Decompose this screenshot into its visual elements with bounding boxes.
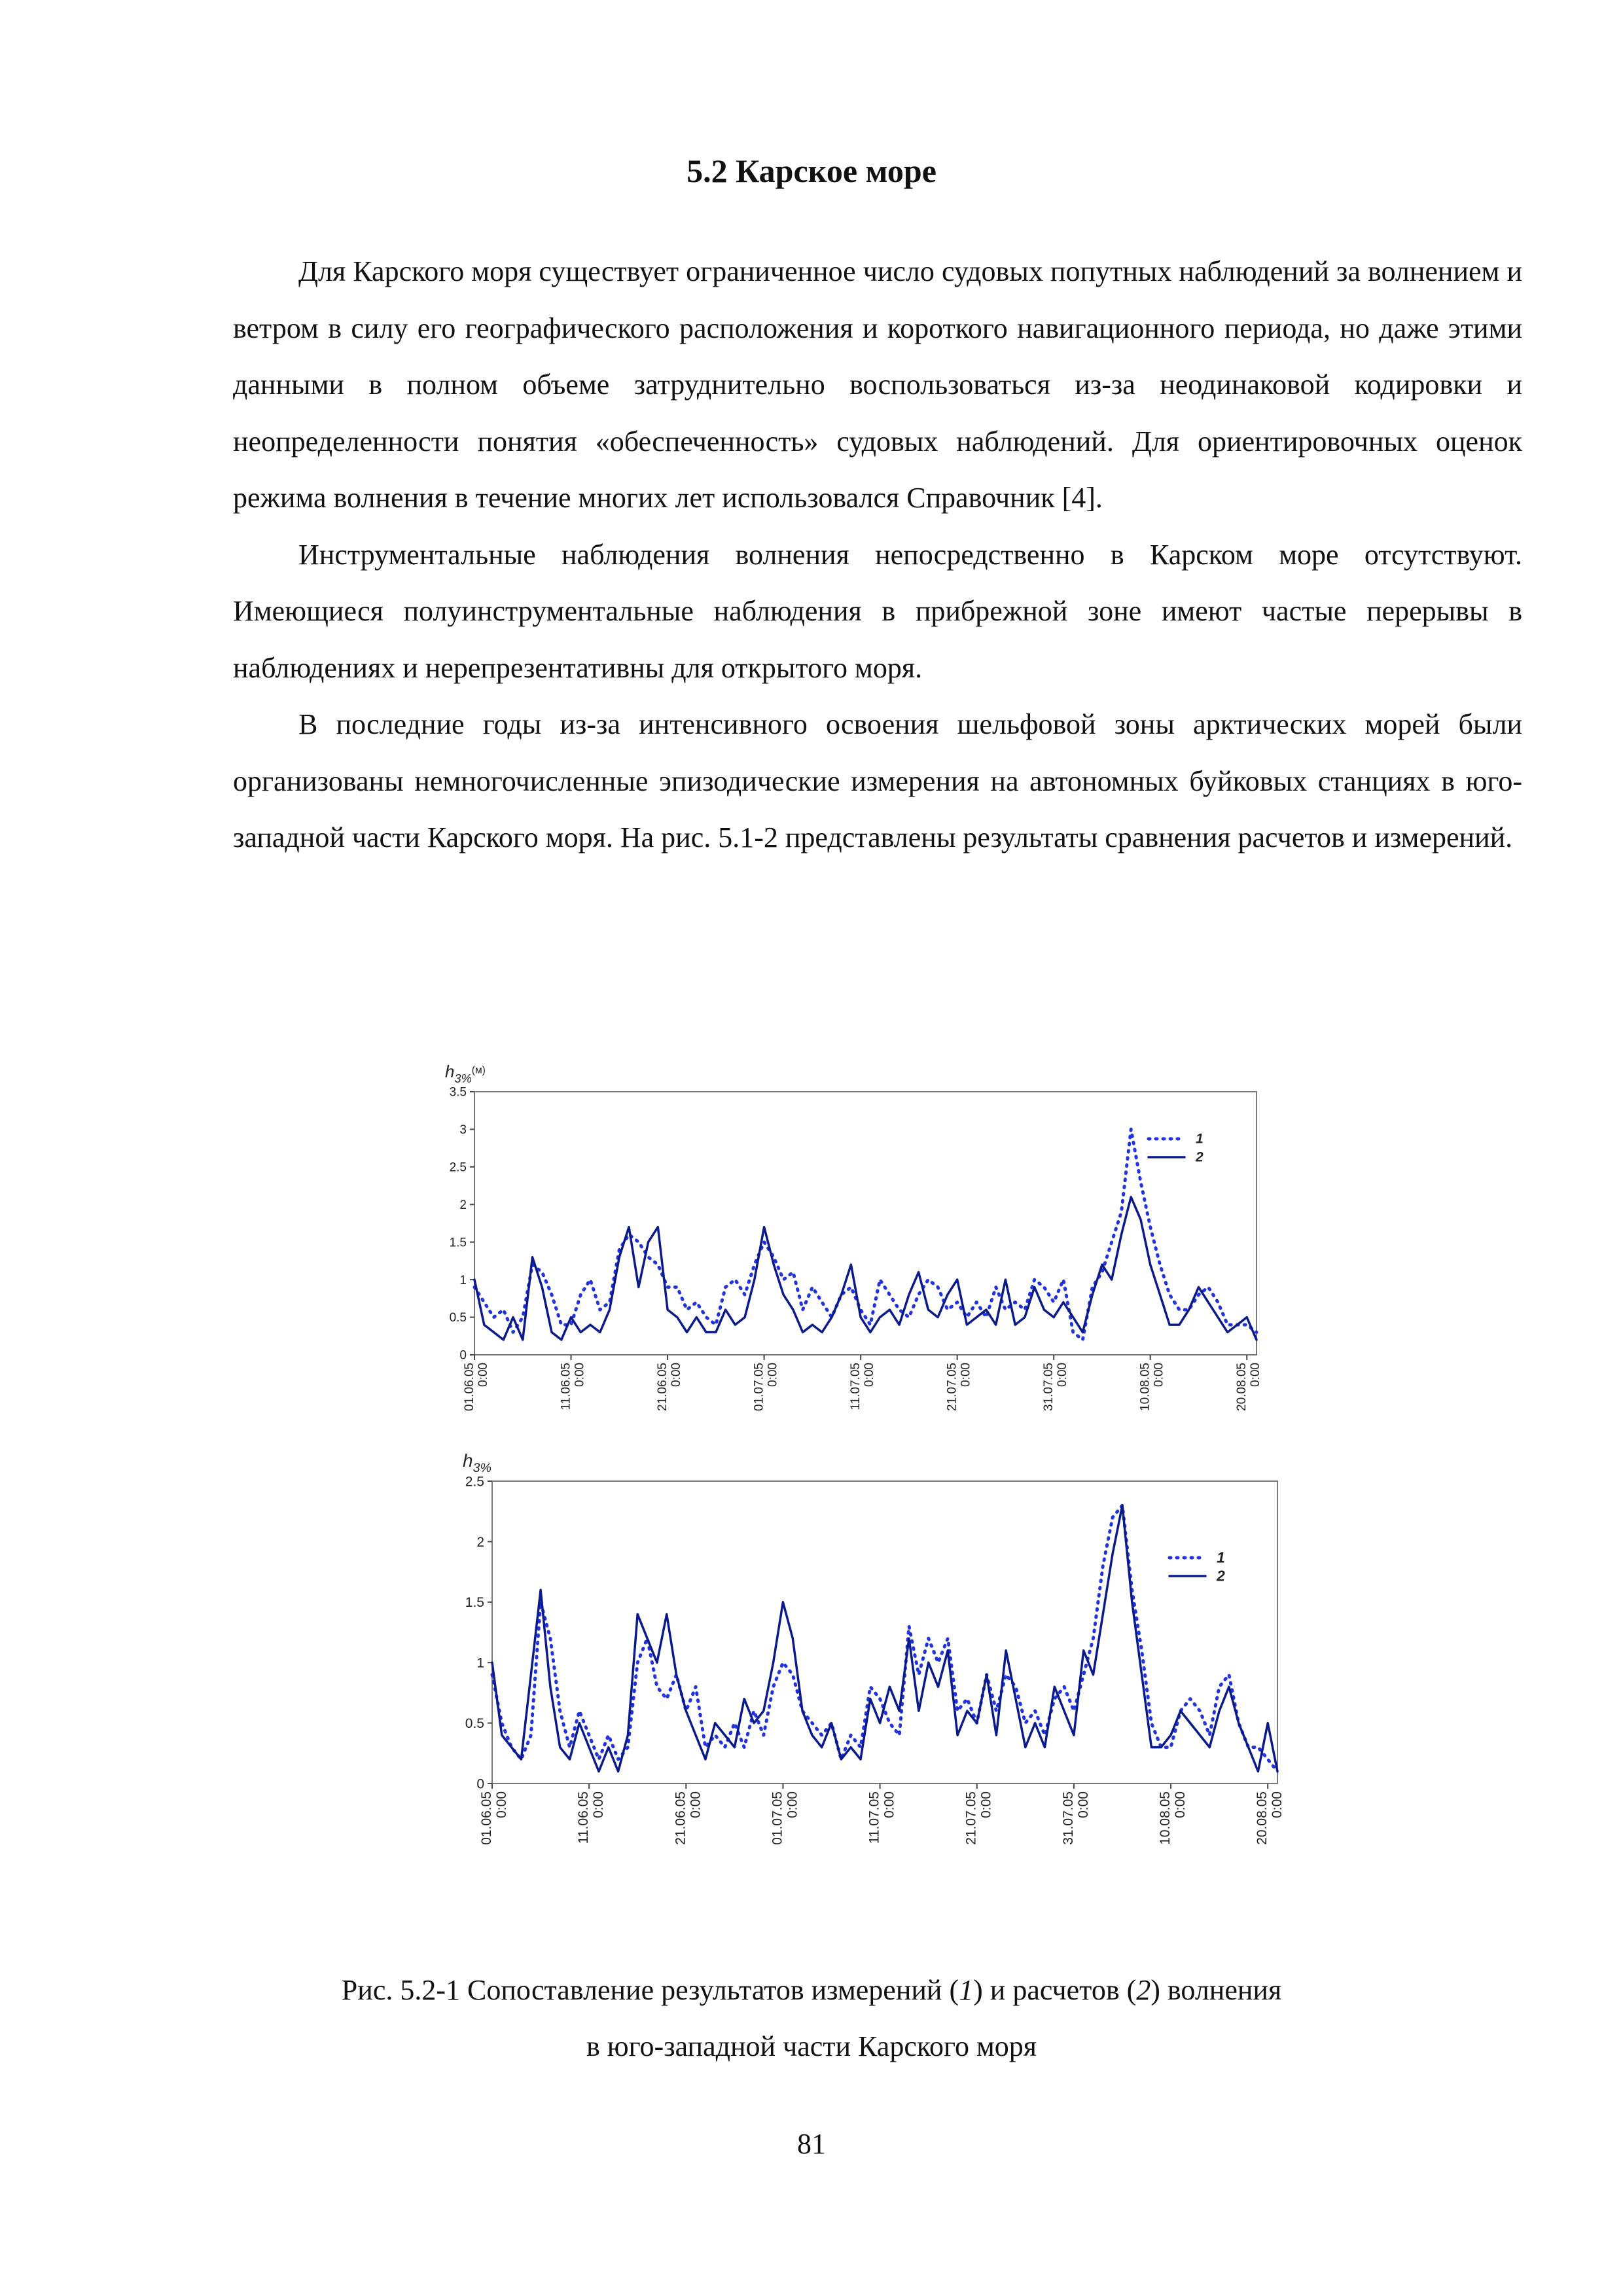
paragraph-3: В последние годы из-за интенсивного освоения шельфовой зоны арктических морей были организованы немногочисленные эпизодические измерения на автономных буйковых станциях в юго-западной части Карского моря. На рис. 5.1-2 представлены результаты сравнения расчетов и измерений. [233,708,1522,853]
x-tick-date: 01.07.05 [752,1363,766,1411]
figure-caption [0,1962,1623,2075]
y-tick-label: 1.5 [465,1595,484,1611]
y-tick-label: 2.5 [449,1160,467,1175]
x-tick-date: 11.06.05 [576,1791,592,1844]
legend-label: 1 [1217,1549,1225,1566]
y-tick-label: 3 [459,1123,467,1138]
y-tick-label: 0.5 [449,1311,467,1325]
x-tick-date: 20.08.05 [1235,1363,1249,1411]
x-tick-time: 0:00 [959,1363,973,1387]
x-tick-date: 10.08.05 [1158,1791,1173,1845]
series-measured-line [474,1129,1257,1340]
x-tick-date: 11.07.05 [849,1363,863,1410]
x-tick-date: 31.07.05 [1060,1791,1076,1845]
x-tick-time: 0:00 [882,1791,897,1818]
series-measured-line [492,1505,1277,1772]
legend-label: 2 [1217,1567,1225,1585]
x-tick-time: 0:00 [494,1791,509,1818]
y-axis-title-main: h [445,1062,455,1081]
x-tick-time: 0:00 [591,1791,607,1818]
x-tick-date: 01.06.05 [463,1363,476,1411]
x-tick-date: 21.07.05 [963,1791,979,1845]
x-tick-time: 0:00 [1270,1791,1285,1818]
caption-suffix: ) волнения [1150,1974,1282,2006]
x-tick-date: 11.06.05 [559,1363,573,1410]
caption-prefix: Рис. 5.2-1 Сопоставление результатов измерений ( [341,1974,959,2006]
section-heading: 5.2 Карское море [687,152,936,189]
y-tick-label: 2 [459,1198,467,1212]
y-tick-label: 0 [459,1348,467,1363]
y-tick-label: 1 [476,1655,484,1671]
chart-bottom-canvas [432,1437,1309,1856]
y-axis-title [445,1062,486,1085]
body-text [233,243,1522,867]
x-tick-date: 31.07.05 [1042,1363,1056,1411]
x-tick-date: 20.08.05 [1255,1791,1270,1845]
x-tick-time: 0:00 [863,1363,877,1387]
y-tick-label: 2 [476,1534,484,1550]
x-tick-date: 11.07.05 [866,1791,882,1844]
x-tick-time: 0:00 [766,1363,780,1387]
y-tick-label: 2.5 [465,1474,484,1490]
x-tick-time: 0:00 [1249,1363,1263,1387]
x-tick-time: 0:00 [573,1363,587,1387]
figure-caption-line-2: в юго-западной части Карского моря [586,2030,1037,2062]
y-axis-title-unit: (м) [471,1065,486,1076]
y-tick-label: 1 [459,1273,467,1287]
x-tick-date: 01.06.05 [479,1791,494,1845]
x-tick-time: 0:00 [688,1791,704,1818]
x-tick-date: 21.06.05 [673,1791,688,1845]
x-tick-time: 0:00 [669,1363,684,1387]
legend-label: 2 [1196,1149,1204,1165]
x-tick-date: 21.06.05 [656,1363,670,1411]
wave-height-chart-top [432,1047,1309,1440]
x-tick-time: 0:00 [1056,1363,1070,1387]
x-tick-date: 10.08.05 [1138,1363,1152,1411]
y-axis-title-sub: 3% [473,1461,491,1475]
x-tick-time: 0:00 [1173,1791,1188,1818]
x-tick-time: 0:00 [1152,1363,1166,1387]
wave-height-chart-bottom [432,1437,1309,1856]
y-axis-title-main: h [463,1450,473,1471]
paragraph-2: Инструментальные наблюдения волнения непосредственно в Карском море отсутствуют. Имеющиеся полуинструментальные наблюдения в прибрежной зоне имеют частые перерывы в наблюдениях и нерепрезентативны для открытого моря. [233,538,1522,684]
chart-top-canvas [432,1047,1309,1440]
y-axis-title [463,1450,491,1475]
page-number: 81 [797,2128,826,2160]
y-tick-label: 0 [476,1776,484,1792]
figure-caption-line-1 [0,1962,1623,2018]
caption-middle: ) и расчетов ( [973,1974,1137,2006]
caption-ref-2: 2 [1136,1974,1151,2006]
y-axis-title-sub: 3% [454,1072,472,1085]
x-tick-time: 0:00 [476,1363,490,1387]
paragraph-1: Для Карского моря существует ограниченное число судовых попутных наблюдений за волнением и ветром в силу его географического расположения и короткого навигационного периода, но даже этими данными в полном объеме затруднительно воспользоваться из-за неодинаковой кодировки и неопределенности понятия «обеспеченность» судовых наблюдений. Для ориентировочных оценок режима волнения в течение многих лет использовался Справочник [4]. [233,255,1522,514]
y-tick-label: 3.5 [449,1085,467,1100]
series-computed-line [492,1505,1277,1772]
x-tick-time: 0:00 [978,1791,994,1818]
y-tick-label: 0.5 [465,1715,484,1731]
x-tick-date: 01.07.05 [770,1791,785,1845]
y-tick-label: 1.5 [449,1236,467,1250]
x-tick-time: 0:00 [1075,1791,1091,1818]
x-tick-time: 0:00 [785,1791,800,1818]
caption-ref-1: 1 [959,1974,974,2006]
legend-label: 1 [1196,1131,1204,1147]
x-tick-date: 21.07.05 [945,1363,959,1411]
